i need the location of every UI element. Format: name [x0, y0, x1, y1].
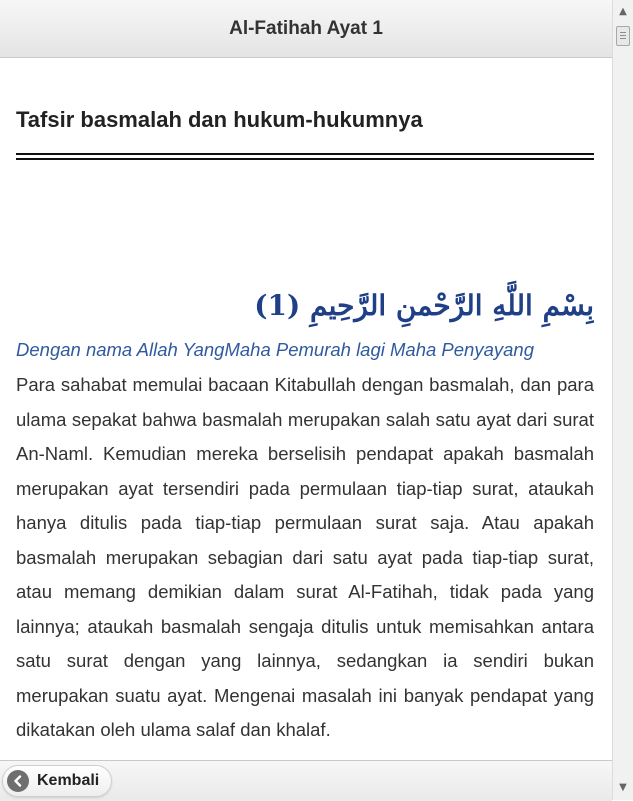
verse-translation: Dengan nama Allah YangMaha Pemurah lagi Maha Penyayang	[16, 339, 534, 360]
app-header	[0, 0, 612, 58]
scroll-down-icon[interactable]: ▼	[619, 781, 627, 793]
title-divider-top	[16, 153, 594, 155]
chevron-left-icon	[7, 770, 29, 792]
content-area[interactable]	[16, 57, 594, 760]
back-button-label: Kembali	[37, 772, 100, 789]
section-title: Tafsir basmalah dan hukum-hukumnya	[16, 107, 423, 132]
scroll-up-icon[interactable]: ▲	[619, 5, 627, 17]
scroll-thumb[interactable]	[616, 26, 630, 46]
page-title: Al-Fatihah Ayat 1	[229, 17, 383, 39]
footer-bar	[0, 760, 612, 801]
vertical-scrollbar[interactable]	[612, 0, 633, 800]
title-divider-bottom	[16, 158, 594, 160]
back-button[interactable]	[2, 765, 112, 797]
arabic-verse: بِسْمِ اللَّهِ الرَّحْمنِ الرَّحِيمِ (1)	[254, 289, 594, 322]
tafsir-paragraph: Para sahabat memulai bacaan Kitabullah dengan basmalah, dan para ulama sepakat bahwa basmalah merupakan salah satu ayat dari surat An-Naml. Kemudian mereka berselisih pendapat apakah basmalah merupakan ayat tersendiri pada permulaan tiap-tiap surat, ataukah hanya ditulis pada tiap-tiap permulaan surat saja. Atau apakah basmalah merupakan sebagian dari satu ayat pada tiap-tiap surat, atau memang demikian dalam surat Al-Fatihah, tidak pada yang lainnya; ataukah basmalah sengaja ditulis untuk memisahkan antara satu surat dengan yang lainnya, sedangkan ia sendiri bukan merupakan suatu ayat. Mengenai masalah ini banyak pendapat yang dikatakan oleh ulama salaf dan khalaf.	[16, 374, 594, 740]
